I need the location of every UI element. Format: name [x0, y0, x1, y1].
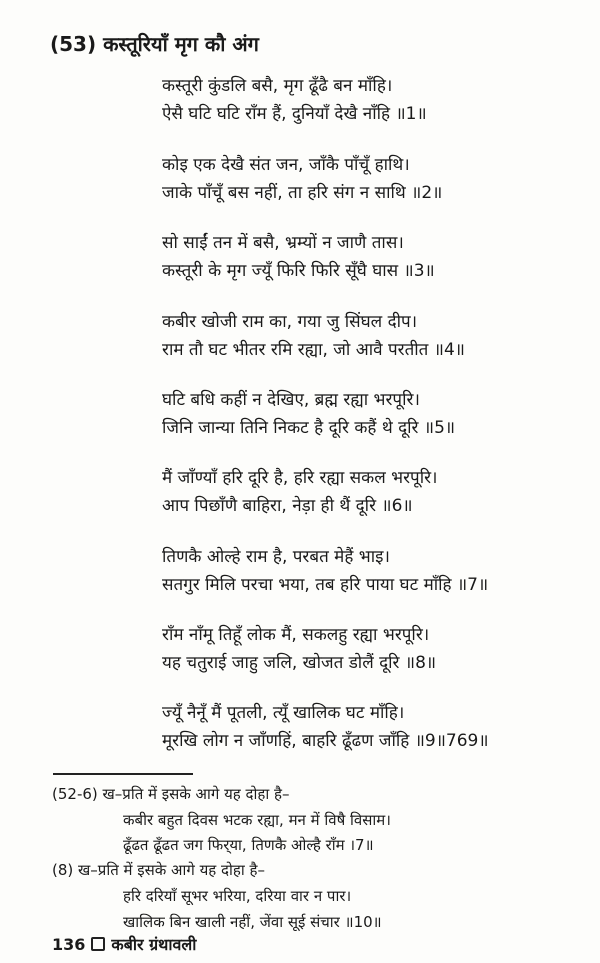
- footnote-2-line: खालिक बिन खाली नहीं, जेंवा सूई संचार ॥10॥: [123, 913, 382, 931]
- verse-line: जिनि जान्या तिनि निकट है दूरि कहैं थे दूरि ॥5॥: [162, 418, 456, 438]
- verse-line: घटि बधि कहीं न देखिए, ब्रह्म रह्या भरपूरि।: [162, 390, 420, 410]
- verse-2: [162, 151, 442, 207]
- verse-line: कोइ एक देखै संत जन, जाँकै पाँचूँ हाथि।: [162, 155, 410, 175]
- verse-line: यह चतुराई जाहु जलि, खोजत डोलैं दूरि ॥8॥: [162, 653, 437, 673]
- verse-line: जाके पाँचूँ बस नहीं, ता हरि संग न साथि ॥2॥: [162, 183, 443, 203]
- footnote-1-label: (52-6) ख–प्रति में इसके आगे यह दोहा है–: [52, 785, 290, 803]
- footnote-1-line: कबीर बहुत दिवस भटक रह्या, मन में विषै विसाम।: [123, 811, 391, 829]
- section-title: (53) कस्तूरियाँ मृग कौ अंग: [50, 32, 259, 56]
- verse-4: [162, 308, 465, 364]
- page-footer: [52, 933, 196, 955]
- verse-line: राँम नाँमू तिहूँ लोक मैं, सकलहु रह्या भरपूरि।: [162, 625, 430, 645]
- verse-line: कस्तूरी कुंडलि बसै, मृग ढूँढै बन माँहि।: [162, 76, 393, 96]
- page-number: 136: [52, 935, 86, 954]
- verse-7: [162, 543, 488, 599]
- verse-8: [162, 621, 436, 677]
- verse-line: मूरखि लोग न जाँणहिं, बाहरि ढूँढण जाँहि ॥9॥769॥: [162, 731, 489, 751]
- verse-line: तिणकै ओल्हे राम है, परबत मेहैं भाइ।: [162, 547, 390, 567]
- verse-9: [162, 699, 489, 755]
- verse-line: ज्यूँ नैनूँ मैं पूतली, त्यूँ खालिक घट माँहि।: [162, 703, 405, 723]
- verse-1: [162, 72, 427, 128]
- footnote-1-line: ढूँढत ढूँढत जग फिर्‌या, तिणकै ओल्है राँम ।7॥: [123, 836, 374, 854]
- verse-5: [162, 386, 455, 442]
- footnote-divider: [53, 773, 193, 775]
- footnote-2-label: (8) ख–प्रति में इसके आगे यह दोहा है–: [52, 861, 265, 879]
- book-title: कबीर ग्रंथावली: [111, 935, 197, 954]
- verse-line: मैं जाँण्याँ हरि दूरि है, हरि रह्या सकल भरपूरि।: [162, 468, 438, 488]
- verse-line: सो साईं तन में बसै, भ्रम्यों न जाणै तास।: [162, 233, 404, 253]
- verse-3: [162, 229, 435, 285]
- verse-line: कस्तूरी के मृग ज्यूँ फिरि फिरि सूँघै घास ॥3॥: [162, 261, 435, 281]
- verse-line: सतगुर मिलि परचा भया, तब हरि पाया घट माँहि ॥7॥: [162, 575, 489, 595]
- verse-line: कबीर खोजी राम का, गया जु सिंघल दीप।: [162, 312, 418, 332]
- verse-6: [162, 464, 438, 520]
- verse-line: आप पिछाँणै बाहिरा, नेड़ा ही थैं दूरि ॥6॥: [162, 496, 413, 516]
- footnote-2-line: हरि दरियाँ सूभर भरिया, दरिया वार न पार।: [123, 887, 352, 905]
- verse-line: राम तौ घट भीतर रमि रह्या, जो आवै परतीत ॥4॥: [162, 340, 465, 360]
- verse-line: ऐसै घटि घटि राँम हैं, दुनियाँ देखै नाँहि ॥1॥: [162, 104, 427, 124]
- square-bullet-icon: [91, 937, 105, 951]
